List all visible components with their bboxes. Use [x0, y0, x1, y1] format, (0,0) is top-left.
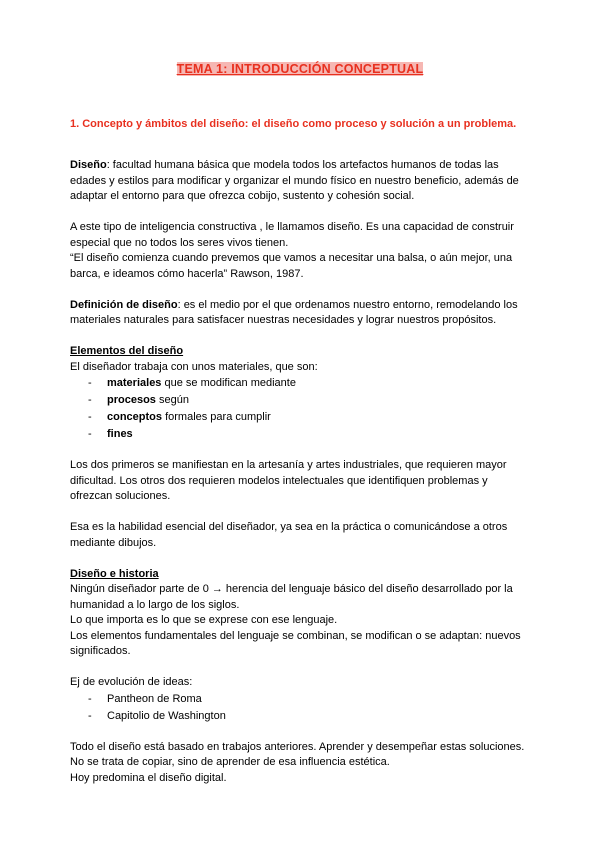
list-item: [88, 427, 530, 443]
paragraph-final: [70, 740, 530, 787]
bullet-dash: -: [88, 377, 92, 389]
list-item-text: [107, 410, 271, 426]
paragraph-definicion: [70, 298, 530, 329]
paragraph-elementos-fund: Los elementos fundamentales del lenguaje se combinan, se modifican o se adaptan: nuevos significados.: [70, 629, 521, 657]
list-item-text: Capitolio de Washington: [107, 709, 226, 722]
list-term: fines: [107, 428, 133, 440]
paragraph-hoy: Hoy predomina el diseño digital.: [70, 771, 227, 784]
section-elementos: [70, 344, 530, 443]
paragraph-diseno: [70, 158, 530, 205]
paragraph-importa: Lo que importa es lo que se exprese con ese lenguaje.: [70, 614, 338, 626]
list-rest: formales para cumplir: [162, 411, 271, 423]
bullet-dash: -: [88, 394, 92, 406]
term-definicion: Definición de diseño: [70, 298, 178, 311]
section-heading: 1. Concepto y ámbitos del diseño: el diseño como proceso y solución a un problema.: [70, 117, 517, 130]
bullet-dash: -: [88, 428, 92, 440]
paragraph-quote: “El diseño comienza cuando prevemos que vamos a necesitar una balsa, o aún mejor, una barca, e ideamos cómo hacerla” Rawson, 1987.: [70, 252, 513, 280]
paragraph-definicion-text: : es el medio por el que ordenamos nuestro entorno, remodelando los materiales naturales para satisfacer nuestras necesidades y lograr nuestros propósitos.: [70, 298, 518, 326]
list-item-text: [107, 427, 133, 443]
list-item: [88, 410, 530, 426]
paragraph-ej-intro: Ej de evolución de ideas:: [70, 676, 193, 688]
paragraph-ningun: Ningún diseñador parte de 0 → herencia del lenguaje básico del diseño desarrollado por la humanidad a lo largo de los siglos.: [70, 583, 513, 611]
paragraph-todo: Todo el diseño está basado en trabajos anteriores. Aprender y desempeñar estas soluciones. No se trata de copiar, sino de aprender de esa influencia estética.: [70, 740, 525, 768]
paragraph-inteligencia: A este tipo de inteligencia constructiva , le llamamos diseño. Es una capacidad de construir especial que no todos los seres vivos tienen.: [70, 221, 514, 249]
list-term: conceptos: [107, 411, 163, 423]
list-term: procesos: [107, 394, 156, 406]
term-diseno: Diseño: [70, 159, 107, 171]
bullet-dash: -: [88, 709, 92, 722]
title-container: [70, 62, 530, 79]
bullet-dash: -: [88, 411, 92, 423]
paragraph-habilidad: Esa es la habilidad esencial del diseñador, ya sea en la práctica o comunicándose a otros mediante dibujos.: [70, 521, 508, 549]
doc-title: TEMA 1: INTRODUCCIÓN CONCEPTUAL: [176, 62, 424, 76]
list-rest: que se modifican mediante: [161, 377, 296, 389]
heading-elementos: Elementos del diseño: [70, 345, 184, 357]
list-item: [88, 376, 530, 392]
list-term: materiales: [107, 377, 162, 389]
section-ejemplos: [70, 675, 530, 724]
heading-historia: Diseño e historia: [70, 567, 159, 580]
list-item-text: [107, 376, 296, 392]
elements-list: [70, 376, 530, 443]
list-item: [88, 393, 530, 409]
paragraph-losdos: Los dos primeros se manifiestan en la artesanía y artes industriales, que requieren mayor dificultad. Los otros dos requieren modelos intelectuales que identifiquen problemas y ofrezcan soluciones.: [70, 459, 507, 502]
paragraph-inteligencia-quote: [70, 220, 530, 282]
list-item: [88, 692, 530, 708]
list-rest: según: [155, 394, 189, 406]
section-historia: [70, 567, 530, 660]
bullet-dash: -: [88, 692, 92, 705]
list-item-text: [107, 393, 189, 409]
list-item: [88, 709, 530, 725]
paragraph-diseno-text: : facultad humana básica que modela todos los artefactos humanos de todas las edades y estilos para modificar y organizar el mundo físico en nuestro beneficio, además de adaptar el entorno para que ofrezca cobijo, sustento y cohesión social.: [70, 159, 519, 202]
examples-list: [70, 692, 530, 725]
paragraph-elementos-intro: El diseñador trabaja con unos materiales, que son:: [70, 360, 318, 373]
list-item-text: Pantheon de Roma: [107, 692, 202, 705]
